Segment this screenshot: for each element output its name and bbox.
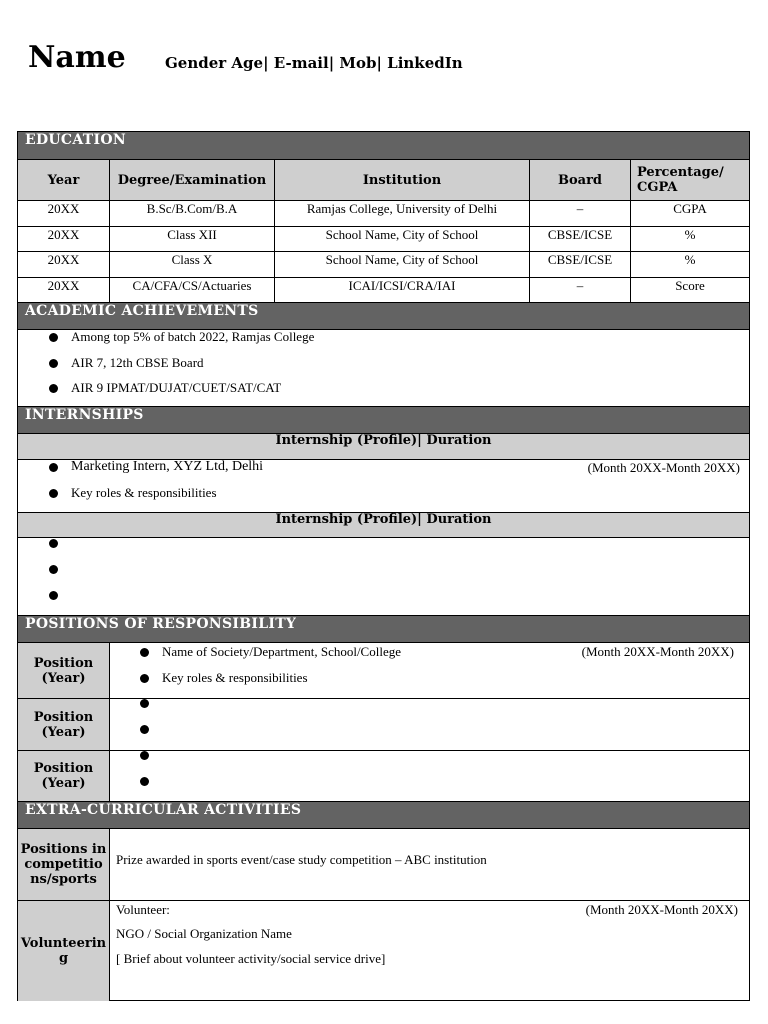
position-label: Position (Year) [18, 643, 110, 698]
bullet-icon [49, 591, 58, 600]
volunteering-label: Volunteering [18, 901, 110, 1001]
internship-item: Key roles & responsibilities [49, 485, 217, 501]
bullet-icon [49, 384, 58, 393]
education-cell: 20XX [18, 252, 110, 278]
resume-table [17, 131, 750, 1001]
education-cell: School Name, City of School [275, 227, 530, 252]
position-label: Position (Year) [18, 751, 110, 801]
education-cell: B.Sc/B.Com/B.A [110, 201, 275, 227]
volunteer-description: [ Brief about volunteer activity/social service drive] [116, 951, 386, 966]
position-item: Key roles & responsibilities [140, 670, 308, 686]
position-empty-bullet [140, 777, 162, 786]
internship-item: Marketing Intern, XYZ Ltd, Delhi [49, 459, 263, 475]
bullet-icon [140, 699, 149, 708]
education-section-title: EDUCATION [18, 132, 749, 160]
education-cell: – [530, 201, 631, 227]
internship-duration: (Month 20XX-Month 20XX) [587, 460, 740, 475]
education-cell: Ramjas College, University of Delhi [275, 201, 530, 227]
achievement-item: AIR 7, 12th CBSE Board [49, 355, 204, 371]
education-col-board: Board [530, 160, 631, 201]
competitions-label: Positions in competitions/sports [18, 829, 110, 900]
volunteer-duration: (Month 20XX-Month 20XX) [585, 902, 738, 917]
position-label: Position (Year) [18, 699, 110, 750]
education-cell: 20XX [18, 278, 110, 303]
education-cell: 20XX [18, 201, 110, 227]
education-cell: – [530, 278, 631, 303]
education-cell: % [631, 252, 749, 278]
internships-section-title: INTERNSHIPS [18, 406, 749, 434]
education-cell: CBSE/ICSE [530, 252, 631, 278]
education-cell: CA/CFA/CS/Actuaries [110, 278, 275, 303]
bullet-icon [49, 463, 58, 472]
bullet-icon [140, 674, 149, 683]
bullet-icon [140, 751, 149, 760]
education-cell: Class XII [110, 227, 275, 252]
internship-empty-bullet [49, 565, 71, 574]
bullet-icon [140, 725, 149, 734]
contact-line: Gender Age| E-mail| Mob| LinkedIn [165, 54, 463, 72]
competitions-text: Prize awarded in sports event/case study competition – ABC institution [116, 852, 487, 867]
volunteer-org: NGO / Social Organization Name [116, 926, 292, 941]
extracurricular-section-title: EXTRA-CURRICULAR ACTIVITIES [18, 801, 749, 829]
position-item: Name of Society/Department, School/College [140, 644, 401, 660]
education-cell: School Name, City of School [275, 252, 530, 278]
education-cell: CBSE/ICSE [530, 227, 631, 252]
internship-heading: Internship (Profile)| Duration [18, 512, 749, 538]
bullet-icon [140, 777, 149, 786]
education-cell: CGPA [631, 201, 749, 227]
bullet-icon [49, 539, 58, 548]
bullet-icon [49, 565, 58, 574]
education-cell: Score [631, 278, 749, 303]
position-empty-bullet [140, 725, 162, 734]
internship-empty-bullet [49, 591, 71, 600]
education-cell: 20XX [18, 227, 110, 252]
education-cell: ICAI/ICSI/CRA/IAI [275, 278, 530, 303]
bullet-icon [49, 489, 58, 498]
position-empty-bullet [140, 751, 162, 760]
candidate-name: Name [28, 40, 126, 75]
education-col-degree: Degree/Examination [110, 160, 275, 201]
position-duration: (Month 20XX-Month 20XX) [581, 644, 734, 659]
internship-empty-bullet [49, 539, 71, 548]
internship-heading: Internship (Profile)| Duration [18, 434, 749, 460]
position-empty-bullet [140, 699, 162, 708]
education-col-institution: Institution [275, 160, 530, 201]
achievement-item: Among top 5% of batch 2022, Ramjas College [49, 329, 314, 345]
volunteer-heading: Volunteer: [116, 902, 170, 917]
achievements-section-title: ACADEMIC ACHIEVEMENTS [18, 303, 749, 330]
education-col-percentage: Percentage/ CGPA [631, 160, 749, 201]
bullet-icon [49, 333, 58, 342]
education-cell: % [631, 227, 749, 252]
achievement-item: AIR 9 IPMAT/DUJAT/CUET/SAT/CAT [49, 380, 281, 396]
education-cell: Class X [110, 252, 275, 278]
positions-section-title: POSITIONS OF RESPONSIBILITY [18, 615, 749, 643]
bullet-icon [140, 648, 149, 657]
education-col-year: Year [18, 160, 110, 201]
bullet-icon [49, 359, 58, 368]
